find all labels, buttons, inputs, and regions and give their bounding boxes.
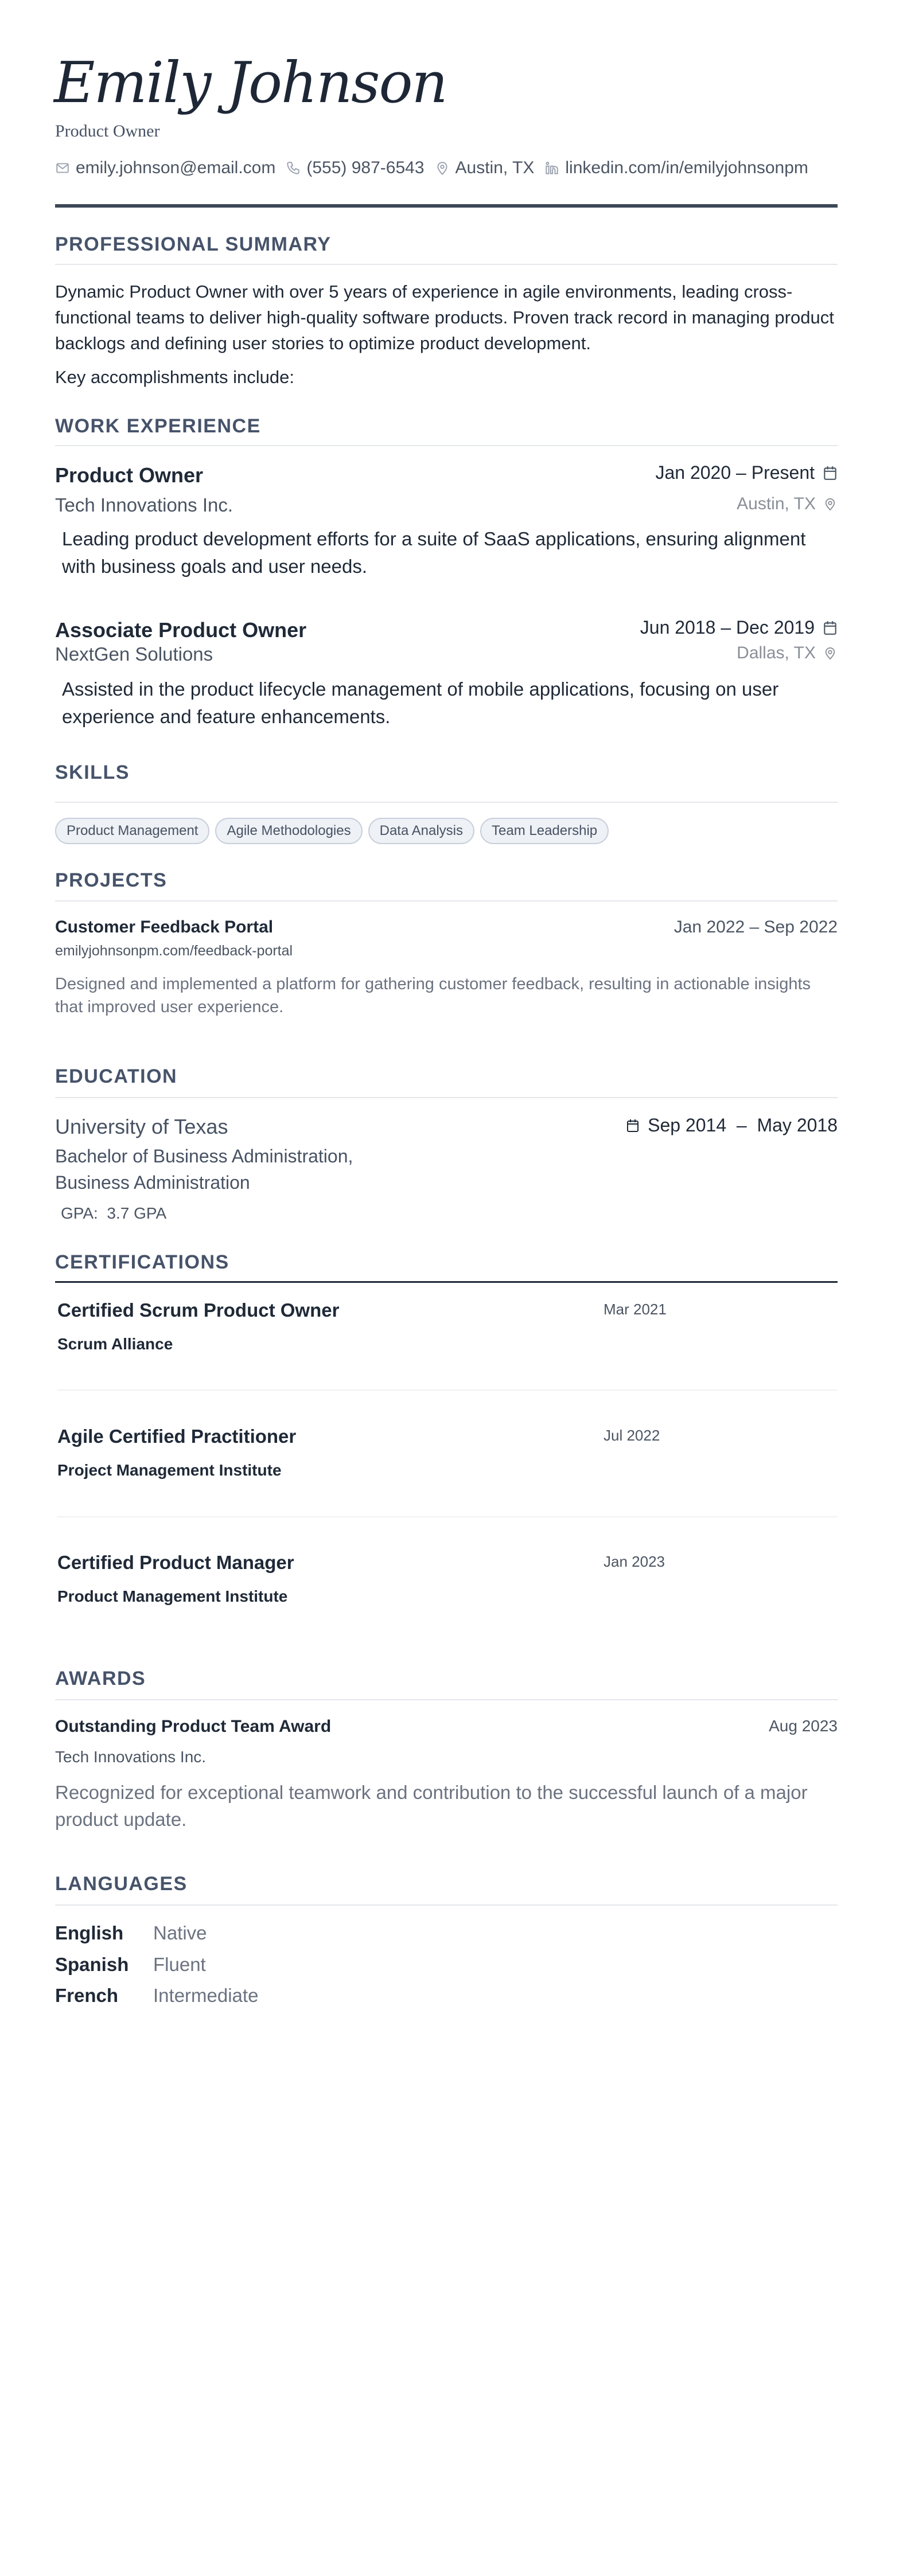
job-dates: Jun 2018 – Dec 2019 <box>640 617 838 638</box>
skill-pill: Product Management <box>55 818 209 844</box>
skill-pill: Team Leadership <box>480 818 609 844</box>
field-of-study: Business Administration <box>55 1172 250 1193</box>
section-divider <box>55 1281 838 1283</box>
job-description: Leading product development efforts for a suite of SaaS applications, ensuring alignment with business goals and user needs. <box>62 528 806 577</box>
section-heading-skills: SKILLS <box>55 762 130 783</box>
section-heading-summary: PROFESSIONAL SUMMARY <box>55 233 332 255</box>
job-dates: Jan 2020 – Present <box>655 462 838 483</box>
header-rule <box>55 204 838 208</box>
skill-pill: Data Analysis <box>368 818 474 844</box>
cert-divider <box>57 1516 838 1517</box>
job-location: Austin, TX <box>737 494 836 514</box>
map-pin-icon <box>435 161 450 175</box>
award-organization: Tech Innovations Inc. <box>55 1748 207 1766</box>
language-name: English <box>55 1922 124 1943</box>
linkedin-icon <box>544 161 559 175</box>
section-heading-certifications: CERTIFICATIONS <box>55 1251 229 1273</box>
gpa: GPA: 3.7 GPA <box>61 1204 167 1222</box>
map-pin-icon <box>824 646 836 661</box>
contact-linkedin[interactable]: linkedin.com/in/emilyjohnsonpm <box>544 158 808 178</box>
language-level: Intermediate <box>153 1985 259 2006</box>
section-heading-experience: WORK EXPERIENCE <box>55 415 261 437</box>
education-dates: Sep 2014 – May 2018 <box>626 1115 838 1136</box>
calendar-icon <box>626 1118 640 1133</box>
section-divider <box>55 264 838 265</box>
language-level: Native <box>153 1922 207 1943</box>
award-title: Outstanding Product Team Award <box>55 1717 332 1736</box>
calendar-icon <box>823 620 838 636</box>
job-company: NextGen Solutions <box>55 643 213 665</box>
section-heading-languages: LANGUAGES <box>55 1873 188 1895</box>
cert-issuer: Project Management Institute <box>57 1461 282 1479</box>
section-divider <box>55 445 838 446</box>
section-divider <box>55 900 838 901</box>
section-divider <box>55 802 838 803</box>
section-divider <box>55 1097 838 1098</box>
calendar-icon <box>823 465 838 481</box>
job-title: Product Owner <box>55 463 204 487</box>
section-heading-awards: AWARDS <box>55 1668 146 1689</box>
language-name: Spanish <box>55 1954 129 1975</box>
job-description: Assisted in the product lifecycle management of mobile applications, focusing on user experience and feature enhancements. <box>62 678 779 727</box>
cert-issuer: Product Management Institute <box>57 1587 288 1605</box>
map-pin-icon <box>824 497 836 512</box>
project-description: Designed and implemented a platform for gathering customer feedback, resulting in actionable insights that improved user experience. <box>55 975 811 1016</box>
cert-title: Certified Product Manager <box>57 1552 294 1573</box>
school-name: University of Texas <box>55 1115 228 1138</box>
contact-location: Austin, TX <box>435 158 535 178</box>
award-date: Aug 2023 <box>769 1717 838 1735</box>
phone-icon <box>286 161 301 175</box>
section-divider <box>55 1699 838 1700</box>
language-name: French <box>55 1985 119 2006</box>
accomplishments-label: Key accomplishments include: <box>55 367 294 387</box>
candidate-title: Product Owner <box>55 122 160 140</box>
mail-icon <box>55 161 70 175</box>
cert-divider <box>57 1390 838 1391</box>
job-location: Dallas, TX <box>737 643 836 663</box>
project-link[interactable]: emilyjohnsonpm.com/feedback-portal <box>55 943 293 959</box>
skills-list <box>55 818 609 844</box>
section-heading-projects: PROJECTS <box>55 869 168 891</box>
section-heading-education: EDUCATION <box>55 1065 178 1087</box>
summary-text: Dynamic Product Owner with over 5 years of experience in agile environments, leading cross-functional teams to deliver high-quality software products. Proven track record in managing product backlogs and defining user stories to optimize product development. <box>55 282 834 353</box>
skill-pill: Agile Methodologies <box>215 818 362 844</box>
job-company: Tech Innovations Inc. <box>55 494 233 516</box>
contact-email[interactable]: emily.johnson@email.com <box>55 158 275 178</box>
cert-issuer: Scrum Alliance <box>57 1335 173 1353</box>
award-description: Recognized for exceptional teamwork and contribution to the successful launch of a major product update. <box>55 1782 808 1830</box>
cert-title: Certified Scrum Product Owner <box>57 1299 340 1321</box>
language-level: Fluent <box>153 1954 206 1975</box>
degree-line: Bachelor of Business Administration, <box>55 1146 353 1166</box>
project-dates: Jan 2022 – Sep 2022 <box>673 918 838 936</box>
cert-date: Mar 2021 <box>604 1301 667 1318</box>
job-title: Associate Product Owner <box>55 618 307 642</box>
cert-date: Jul 2022 <box>604 1427 660 1444</box>
section-divider <box>55 1904 838 1906</box>
cert-title: Agile Certified Practitioner <box>57 1426 297 1447</box>
contact-row <box>55 158 819 178</box>
cert-date: Jan 2023 <box>604 1553 665 1570</box>
project-title: Customer Feedback Portal <box>55 918 274 936</box>
contact-phone[interactable]: (555) 987-6543 <box>286 158 424 178</box>
candidate-name: Emily Johnson <box>54 50 447 116</box>
